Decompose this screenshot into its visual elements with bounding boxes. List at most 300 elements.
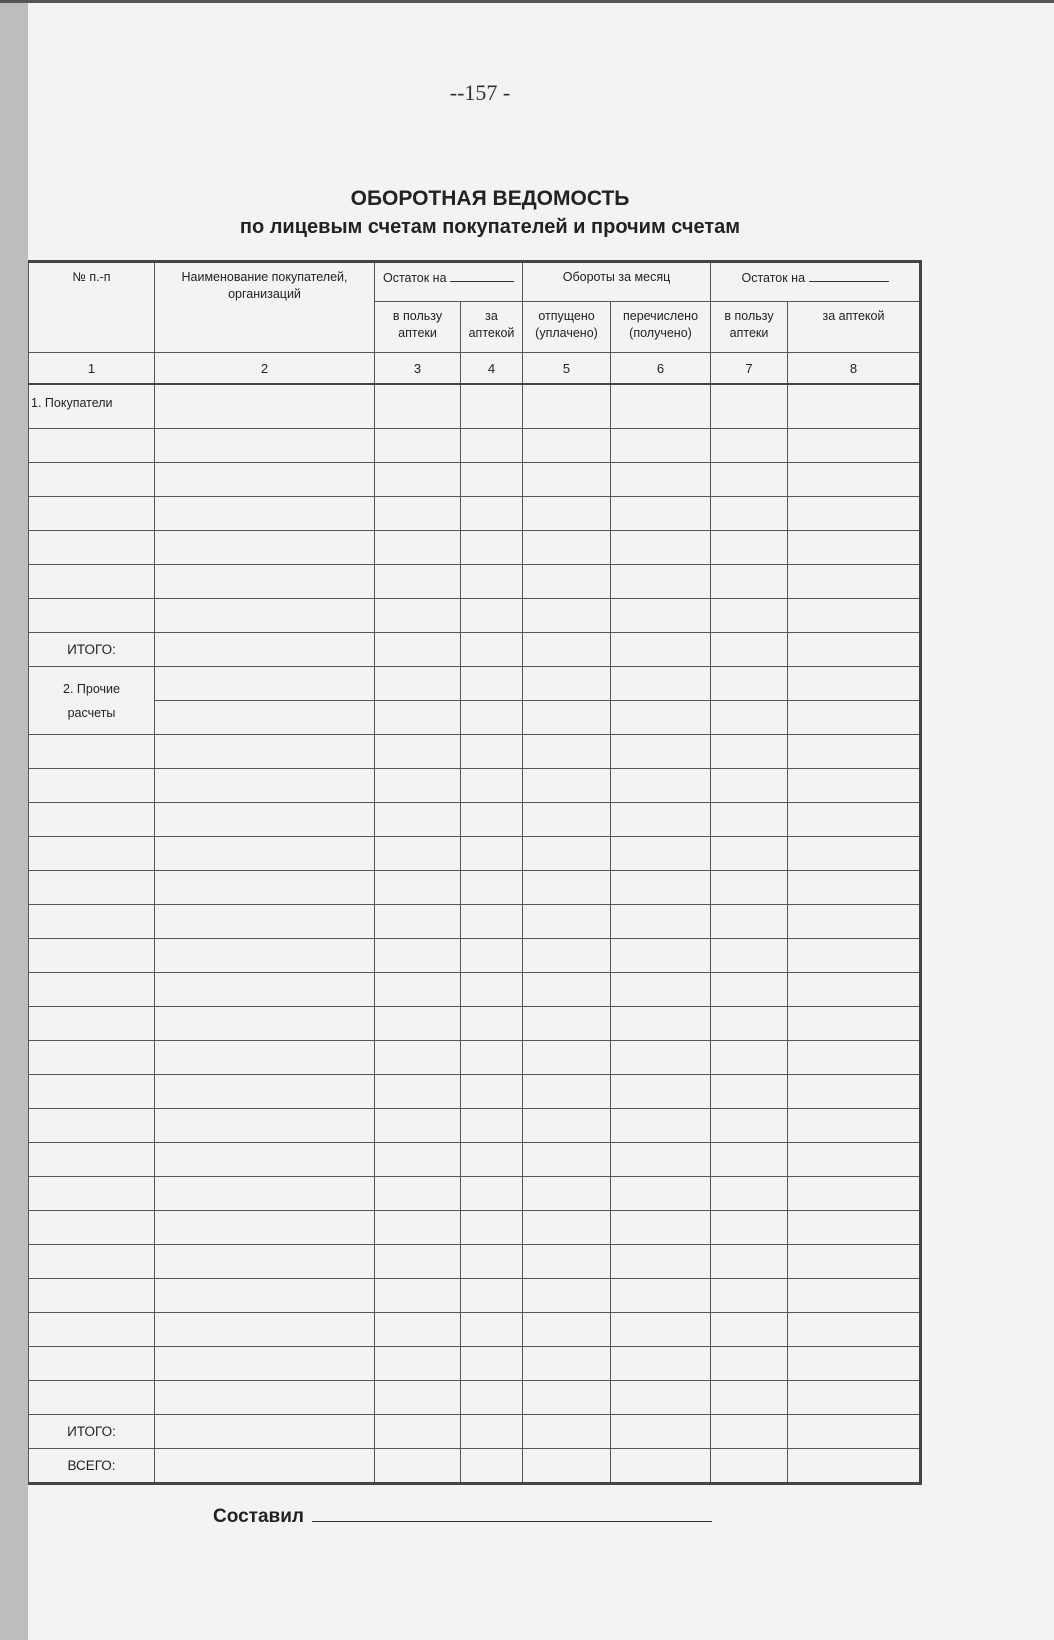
cell xyxy=(523,565,611,599)
cell xyxy=(155,633,375,667)
cell xyxy=(788,599,921,633)
cell xyxy=(29,531,155,565)
cell xyxy=(711,633,788,667)
cell xyxy=(375,735,461,769)
row-label-buyers: 1. Покупатели xyxy=(29,384,155,429)
cell xyxy=(461,1381,523,1415)
cell xyxy=(155,905,375,939)
cell xyxy=(461,871,523,905)
cell xyxy=(711,1381,788,1415)
cell xyxy=(788,497,921,531)
table-row xyxy=(29,531,921,565)
cell xyxy=(155,1211,375,1245)
cell xyxy=(461,1415,523,1449)
cell xyxy=(611,497,711,531)
scan-top-edge xyxy=(0,0,1054,3)
cell xyxy=(611,939,711,973)
cell xyxy=(711,701,788,735)
table-row xyxy=(29,837,921,871)
cell xyxy=(711,1075,788,1109)
cell xyxy=(711,973,788,1007)
cell xyxy=(461,973,523,1007)
cell xyxy=(523,1245,611,1279)
cell xyxy=(155,973,375,1007)
cell xyxy=(29,1211,155,1245)
cell xyxy=(155,1381,375,1415)
cell xyxy=(523,1415,611,1449)
cell xyxy=(523,531,611,565)
cell xyxy=(155,769,375,803)
table-row xyxy=(29,1211,921,1245)
table-row xyxy=(29,701,921,735)
table-row xyxy=(29,1279,921,1313)
cell xyxy=(461,497,523,531)
cell xyxy=(375,837,461,871)
cell xyxy=(155,497,375,531)
table-row-grand-total xyxy=(29,1449,921,1484)
cell xyxy=(711,1449,788,1484)
cell xyxy=(711,463,788,497)
cell xyxy=(375,565,461,599)
cell xyxy=(711,871,788,905)
cell xyxy=(788,1211,921,1245)
cell xyxy=(711,429,788,463)
col-number: 2 xyxy=(155,353,375,385)
cell xyxy=(29,1313,155,1347)
cell xyxy=(29,1007,155,1041)
cell xyxy=(788,633,921,667)
header-row-top xyxy=(29,262,921,302)
cell xyxy=(788,1177,921,1211)
cell xyxy=(523,1177,611,1211)
cell xyxy=(611,384,711,429)
cell xyxy=(155,871,375,905)
cell xyxy=(611,871,711,905)
signature-label: Составил xyxy=(213,1506,304,1527)
cell xyxy=(711,803,788,837)
cell xyxy=(788,1041,921,1075)
cell xyxy=(611,565,711,599)
date-blank xyxy=(809,269,889,282)
cell xyxy=(461,735,523,769)
document-title xyxy=(160,185,820,241)
cell xyxy=(788,1109,921,1143)
cell xyxy=(788,735,921,769)
cell xyxy=(611,1211,711,1245)
sheet-body xyxy=(29,384,921,735)
cell xyxy=(611,1007,711,1041)
cell xyxy=(788,429,921,463)
cell xyxy=(788,803,921,837)
cell xyxy=(523,1109,611,1143)
cell xyxy=(461,1313,523,1347)
cell xyxy=(375,973,461,1007)
cell xyxy=(155,1313,375,1347)
cell xyxy=(523,1449,611,1484)
cell xyxy=(155,1177,375,1211)
cell xyxy=(523,1381,611,1415)
cell xyxy=(523,497,611,531)
table-row xyxy=(29,735,921,769)
cell xyxy=(155,1279,375,1313)
cell xyxy=(155,837,375,871)
cell xyxy=(461,837,523,871)
cell xyxy=(711,1007,788,1041)
cell xyxy=(523,384,611,429)
cell xyxy=(611,463,711,497)
cell xyxy=(611,1143,711,1177)
table-row xyxy=(29,463,921,497)
table-row xyxy=(29,973,921,1007)
table-row xyxy=(29,769,921,803)
cell xyxy=(711,667,788,701)
table-row xyxy=(29,1313,921,1347)
cell xyxy=(155,1007,375,1041)
cell xyxy=(461,701,523,735)
cell xyxy=(523,1007,611,1041)
cell xyxy=(523,973,611,1007)
cell xyxy=(523,939,611,973)
cell xyxy=(29,565,155,599)
cell xyxy=(788,837,921,871)
cell xyxy=(788,384,921,429)
cell xyxy=(611,1449,711,1484)
cell xyxy=(375,1381,461,1415)
cell xyxy=(375,769,461,803)
cell xyxy=(523,701,611,735)
cell xyxy=(611,599,711,633)
cell xyxy=(375,871,461,905)
cell xyxy=(611,1313,711,1347)
header-balance-start xyxy=(375,262,523,302)
cell xyxy=(375,1313,461,1347)
header-balance-end-label: Остаток на xyxy=(741,271,806,285)
cell xyxy=(523,803,611,837)
cell xyxy=(155,1143,375,1177)
cell xyxy=(461,1041,523,1075)
title-line-2: по лицевым счетам покупателей и прочим счетам xyxy=(239,216,741,238)
cell xyxy=(711,1313,788,1347)
cell xyxy=(461,905,523,939)
table-row xyxy=(29,1177,921,1211)
cell xyxy=(523,905,611,939)
cell xyxy=(29,871,155,905)
cell xyxy=(155,599,375,633)
header-name: Наименование покупателей, организаций xyxy=(155,262,375,353)
col-number: 6 xyxy=(611,353,711,385)
row-label-total-1: ИТОГО: xyxy=(29,633,155,667)
cell xyxy=(788,769,921,803)
table-row xyxy=(29,1075,921,1109)
cell xyxy=(461,1109,523,1143)
sub-header-3: в пользу аптеки xyxy=(375,302,461,353)
cell xyxy=(611,1177,711,1211)
cell xyxy=(611,1075,711,1109)
cell xyxy=(788,463,921,497)
cell xyxy=(523,667,611,701)
cell xyxy=(375,1449,461,1484)
cell xyxy=(461,1177,523,1211)
cell xyxy=(461,565,523,599)
cell xyxy=(29,1041,155,1075)
header-balance-start-label: Остаток на xyxy=(382,271,447,285)
cell xyxy=(375,701,461,735)
cell xyxy=(523,1313,611,1347)
cell xyxy=(375,1109,461,1143)
cell xyxy=(375,599,461,633)
cell xyxy=(788,1143,921,1177)
cell xyxy=(461,1007,523,1041)
cell xyxy=(788,1381,921,1415)
cell xyxy=(611,701,711,735)
cell xyxy=(461,463,523,497)
cell xyxy=(375,1279,461,1313)
cell xyxy=(461,1449,523,1484)
cell xyxy=(788,1313,921,1347)
cell xyxy=(611,1041,711,1075)
cell xyxy=(461,1245,523,1279)
cell xyxy=(711,1211,788,1245)
cell xyxy=(29,803,155,837)
cell xyxy=(461,667,523,701)
cell xyxy=(523,599,611,633)
cell xyxy=(788,1007,921,1041)
cell xyxy=(461,803,523,837)
cell xyxy=(523,1211,611,1245)
cell xyxy=(461,1075,523,1109)
cell xyxy=(611,735,711,769)
cell xyxy=(461,939,523,973)
cell xyxy=(711,497,788,531)
row-label-total-2: ИТОГО: xyxy=(29,1415,155,1449)
cell xyxy=(611,837,711,871)
cell xyxy=(155,803,375,837)
table-row xyxy=(29,565,921,599)
table-row-total xyxy=(29,1415,921,1449)
cell xyxy=(523,463,611,497)
cell xyxy=(523,735,611,769)
cell xyxy=(611,1415,711,1449)
cell xyxy=(711,905,788,939)
cell xyxy=(711,565,788,599)
table-row xyxy=(29,384,921,429)
cell xyxy=(611,973,711,1007)
cell xyxy=(711,599,788,633)
cell xyxy=(375,939,461,973)
column-number-row xyxy=(29,353,921,385)
cell xyxy=(29,973,155,1007)
sub-header-8: за аптекой xyxy=(788,302,921,353)
cell xyxy=(611,531,711,565)
table-row xyxy=(29,1041,921,1075)
table-row xyxy=(29,1245,921,1279)
page-number: --157 - xyxy=(449,80,511,105)
cell xyxy=(375,1245,461,1279)
date-blank xyxy=(450,269,514,282)
cell xyxy=(29,1381,155,1415)
cell xyxy=(711,1347,788,1381)
table-row xyxy=(29,1381,921,1415)
signature-block xyxy=(213,1505,712,1528)
cell xyxy=(523,1347,611,1381)
cell xyxy=(29,905,155,939)
row-label-grand-total: ВСЕГО: xyxy=(29,1449,155,1484)
empty-rows xyxy=(29,735,921,1415)
cell xyxy=(461,1143,523,1177)
cell xyxy=(155,531,375,565)
cell xyxy=(155,1075,375,1109)
cell xyxy=(788,701,921,735)
table-row xyxy=(29,1143,921,1177)
cell xyxy=(461,769,523,803)
cell xyxy=(711,531,788,565)
header-balance-end xyxy=(711,262,921,302)
cell xyxy=(155,735,375,769)
cell xyxy=(29,1279,155,1313)
col-number: 5 xyxy=(523,353,611,385)
sub-header-4: за аптекой xyxy=(461,302,523,353)
cell xyxy=(29,1347,155,1381)
sub-header-7: в пользу аптеки xyxy=(711,302,788,353)
cell xyxy=(29,497,155,531)
cell xyxy=(711,1415,788,1449)
header-num: № п.-п xyxy=(29,262,155,353)
cell xyxy=(375,1007,461,1041)
cell xyxy=(611,1347,711,1381)
cell xyxy=(375,1143,461,1177)
table-row xyxy=(29,599,921,633)
cell xyxy=(711,735,788,769)
cell xyxy=(523,429,611,463)
cell xyxy=(611,803,711,837)
cell xyxy=(375,1211,461,1245)
cell xyxy=(155,667,375,701)
table-row xyxy=(29,497,921,531)
cell xyxy=(611,667,711,701)
cell xyxy=(523,1279,611,1313)
col-number: 7 xyxy=(711,353,788,385)
cell xyxy=(711,1143,788,1177)
cell xyxy=(375,633,461,667)
table-row xyxy=(29,905,921,939)
cell xyxy=(155,1449,375,1484)
table-row-total xyxy=(29,633,921,667)
cell xyxy=(461,1347,523,1381)
cell xyxy=(29,735,155,769)
cell xyxy=(523,837,611,871)
signature-line[interactable] xyxy=(312,1505,712,1522)
cell xyxy=(155,1245,375,1279)
cell xyxy=(611,769,711,803)
cell xyxy=(155,701,375,735)
cell xyxy=(523,1143,611,1177)
col-number: 4 xyxy=(461,353,523,385)
cell xyxy=(375,1415,461,1449)
cell xyxy=(711,384,788,429)
cell xyxy=(788,871,921,905)
cell xyxy=(461,1279,523,1313)
sub-header-5: отпущено (уплачено) xyxy=(523,302,611,353)
cell xyxy=(711,939,788,973)
cell xyxy=(523,633,611,667)
cell xyxy=(375,667,461,701)
cell xyxy=(611,633,711,667)
table-row xyxy=(29,803,921,837)
cell xyxy=(155,429,375,463)
cell xyxy=(375,497,461,531)
turnover-sheet-table xyxy=(28,260,922,1485)
cell xyxy=(375,1075,461,1109)
cell xyxy=(29,837,155,871)
cell xyxy=(29,599,155,633)
scan-edge xyxy=(0,0,28,1640)
cell xyxy=(711,1245,788,1279)
cell xyxy=(375,429,461,463)
cell xyxy=(711,1177,788,1211)
cell xyxy=(788,1279,921,1313)
cell xyxy=(29,1075,155,1109)
cell xyxy=(29,429,155,463)
cell xyxy=(523,1041,611,1075)
cell xyxy=(461,384,523,429)
cell xyxy=(375,384,461,429)
table-row xyxy=(29,429,921,463)
cell xyxy=(788,1075,921,1109)
cell xyxy=(611,1109,711,1143)
cell xyxy=(611,429,711,463)
cell xyxy=(155,939,375,973)
cell xyxy=(155,463,375,497)
table-row xyxy=(29,1347,921,1381)
cell xyxy=(29,769,155,803)
cell xyxy=(375,1041,461,1075)
cell xyxy=(375,905,461,939)
cell xyxy=(375,463,461,497)
cell xyxy=(461,599,523,633)
header-turnover: Обороты за месяц xyxy=(523,262,711,302)
cell xyxy=(788,905,921,939)
sub-header-6: перечислено (получено) xyxy=(611,302,711,353)
cell xyxy=(155,1347,375,1381)
table-row xyxy=(29,1109,921,1143)
cell xyxy=(155,1041,375,1075)
cell xyxy=(375,1347,461,1381)
cell xyxy=(375,803,461,837)
cell xyxy=(611,1381,711,1415)
cell xyxy=(788,667,921,701)
table-row xyxy=(29,871,921,905)
cell xyxy=(611,1279,711,1313)
cell xyxy=(711,1109,788,1143)
cell xyxy=(711,1279,788,1313)
col-number: 3 xyxy=(375,353,461,385)
cell xyxy=(29,1109,155,1143)
cell xyxy=(711,1041,788,1075)
cell xyxy=(523,871,611,905)
row-label-other: 2. Прочие расчеты xyxy=(29,667,155,735)
title-line-1: ОБОРОТНАЯ ВЕДОМОСТЬ xyxy=(350,187,630,210)
cell xyxy=(29,939,155,973)
cell xyxy=(461,633,523,667)
cell xyxy=(155,1415,375,1449)
totals xyxy=(29,1415,921,1484)
cell xyxy=(788,565,921,599)
cell xyxy=(375,531,461,565)
cell xyxy=(29,463,155,497)
cell xyxy=(788,1449,921,1484)
cell xyxy=(611,1245,711,1279)
cell xyxy=(155,565,375,599)
